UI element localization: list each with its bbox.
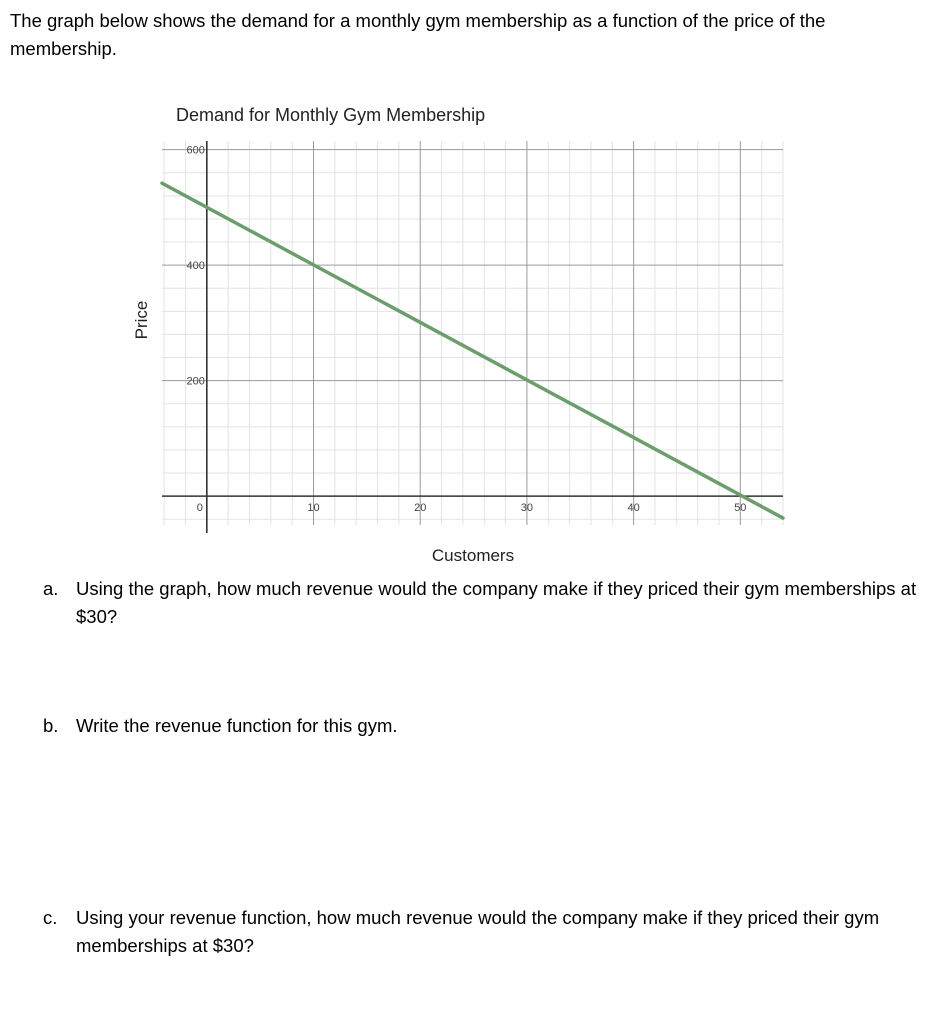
question-b	[43, 712, 923, 740]
question-c-text: Using your revenue function, how much revenue would the company make if they priced their gym memberships at $30?	[76, 907, 880, 956]
y-tick-label: 200	[186, 375, 205, 388]
y-tick-label: 400	[186, 260, 205, 273]
x-tick-label: 10	[307, 502, 320, 515]
question-a-text: Using the graph, how much revenue would the company make if they priced their gym memberships at $30?	[76, 578, 917, 627]
axes	[162, 141, 783, 533]
question-a	[43, 575, 923, 631]
x-tick-label: 20	[414, 502, 427, 515]
question-b-letter: b.	[43, 715, 59, 736]
y-tick-label: 600	[186, 144, 205, 157]
x-axis-label: Customers	[431, 546, 515, 565]
x-tick-label: 30	[520, 502, 534, 515]
x-tick-label: 40	[627, 502, 640, 515]
question-c	[43, 904, 923, 960]
chart-title: Demand for Monthly Gym Membership	[176, 105, 486, 125]
demand-line	[162, 183, 783, 518]
y-axis-label: Price	[132, 300, 151, 340]
question-c-letter: c.	[43, 907, 58, 928]
question-a-letter: a.	[43, 578, 59, 599]
x-tick-label: 0	[196, 502, 203, 515]
x-tick-label: 50	[734, 502, 747, 515]
intro-text: The graph below shows the demand for a monthly gym membership as a function of the price of the membership.	[10, 10, 826, 59]
series-layer	[162, 183, 783, 518]
question-b-text: Write the revenue function for this gym.	[76, 715, 398, 736]
